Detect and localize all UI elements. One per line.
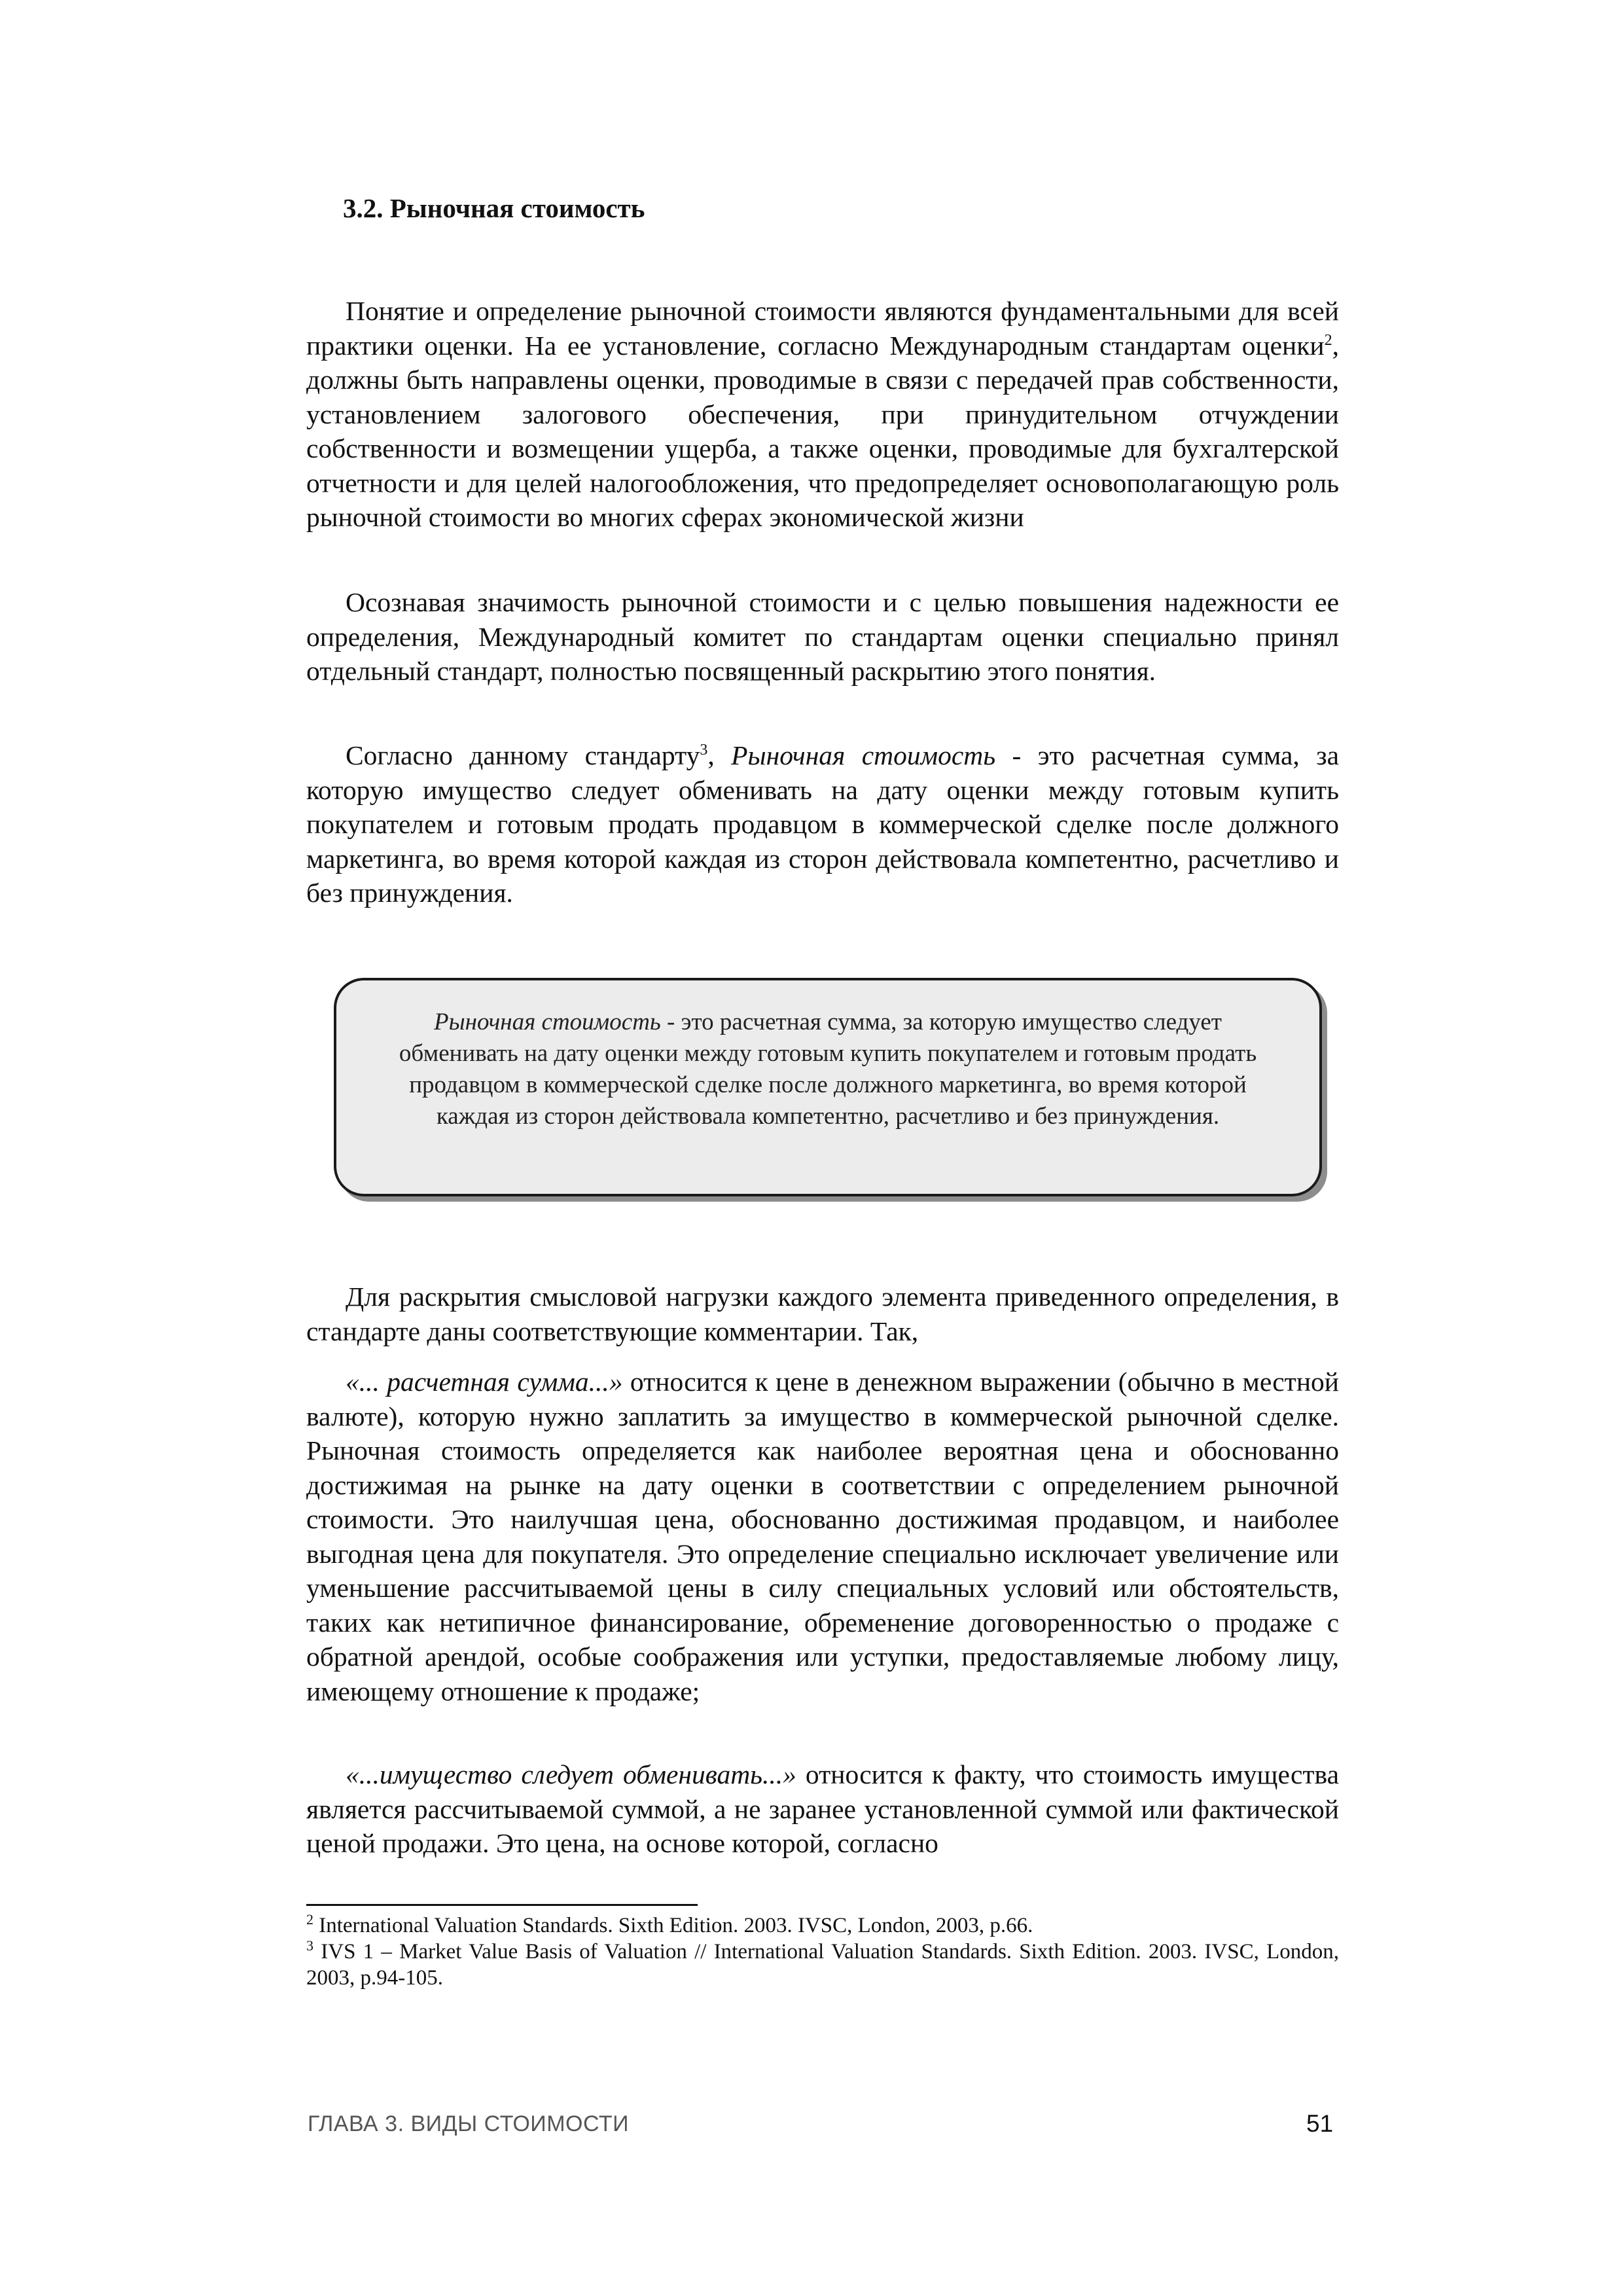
footnote-3 xyxy=(306,1939,1339,1991)
footnote-divider xyxy=(306,1904,698,1906)
footer-chapter-title: ГЛАВА 3. ВИДЫ СТОИМОСТИ xyxy=(308,2111,630,2136)
footnote-2-text: International Valuation Standards. Sixth Edition. 2003. IVSC, London, 2003, p.66. xyxy=(313,1914,1033,1937)
definition-callout-term: Рыночная стоимость xyxy=(434,1009,661,1035)
paragraph-5-quote: «... расчетная сумма...» xyxy=(346,1367,623,1397)
footnote-3-text: IVS 1 – Market Value Basis of Valuation // International Valuation Standards. Sixth Edition. 2003. IVSC, London, 2003, p.94-105. xyxy=(306,1940,1339,1990)
footnote-2-number: 2 xyxy=(306,1911,313,1928)
paragraph-3-text-b: , xyxy=(707,740,732,770)
footnote-3-number: 3 xyxy=(306,1937,313,1954)
definition-callout-body: - это расчетная сумма, за которую имущество следует обменивать на дату оценки между готовым купить покупателем и готовым продать продавцом в коммерческой сделке после должного маркетинга, во время которой каждая из сторон действовала компетентно, расчетливо и без принуждения. xyxy=(399,1009,1257,1130)
paragraph-5 xyxy=(306,1365,1339,1708)
paragraph-1-text-b: , должны быть направлены оценки, проводимые в связи с передачей прав собственности, установлением залогового обеспечения, при принудительном отчуждении собственности и возмещении ущерба, а также оценки, проводимые для бухгалтерской отчетности и для целей налогообложения, что предопределяет основополагающую роль рыночной стоимости во многих сферах экономической жизни xyxy=(306,330,1339,532)
paragraph-6 xyxy=(306,1757,1339,1861)
paragraph-3-text-a: Согласно данному стандарту xyxy=(346,740,700,770)
footnote-2 xyxy=(306,1912,1339,1939)
page-number: 51 xyxy=(1306,2110,1334,2137)
paragraph-1-text-a: Понятие и определение рыночной стоимости являются фундаментальными для всей практики оценки. На ее установление, согласно Международным стандартам оценки xyxy=(306,296,1339,361)
paragraph-3-term: Рыночная стоимость xyxy=(731,740,996,770)
definition-callout-text xyxy=(376,1007,1280,1132)
section-heading: 3.2. Рыночная стоимость xyxy=(343,193,645,223)
footnote-ref-2: 2 xyxy=(1324,331,1332,349)
paragraph-6-quote: «...имущество следует обменивать...» xyxy=(346,1759,796,1789)
paragraph-1 xyxy=(306,294,1339,535)
paragraph-3-text-c: - это расчетная сумма, за которую имущество следует обменивать на дату оценки между готовым купить покупателем и готовым продать продавцом в коммерческой сделке после должного маркетинга, во время которой каждая из сторон действовала компетентно, расчетливо и без принуждения. xyxy=(306,740,1340,908)
paragraph-3 xyxy=(306,738,1339,910)
paragraph-6-text: относится к факту, что стоимость имущества является рассчитываемой суммой, а не заранее установленной суммой или фактической ценой продажи. Это цена, на основе которой, согласно xyxy=(306,1759,1339,1858)
paragraph-4: Для раскрытия смысловой нагрузки каждого элемента приведенного определения, в стандарте даны соответствующие комментарии. Так, xyxy=(306,1282,1339,1346)
definition-callout-box xyxy=(334,978,1322,1196)
paragraph-5-text: относится к цене в денежном выражении (обычно в местной валюте), которую нужно заплатить за имущество в коммерческой рыночной сделке. Рыночная стоимость определяется как наиболее вероятная цена и обоснованно достижимая на рынке на дату оценки в соответствии с определением рыночной стоимости. Это наилучшая цена, обоснованно достижимая продавцом, и наиболее выгодная цена для покупателя. Это определение специально исключает увеличение или уменьшение рассчитываемой цены в силу специальных условий или обстоятельств, таких как нетипичное финансирование, обременение договоренностью о продаже с обратной арендой, особые соображения или уступки, предоставляемые любому лицу, имеющему отношение к продаже; xyxy=(306,1367,1339,1706)
paragraph-2: Осознавая значимость рыночной стоимости и с целью повышения надежности ее определения, Международный комитет по стандартам оценки специально принял отдельный стандарт, полностью посвященный раскрытию этого понятия. xyxy=(306,587,1339,686)
footnote-ref-3: 3 xyxy=(700,742,708,759)
